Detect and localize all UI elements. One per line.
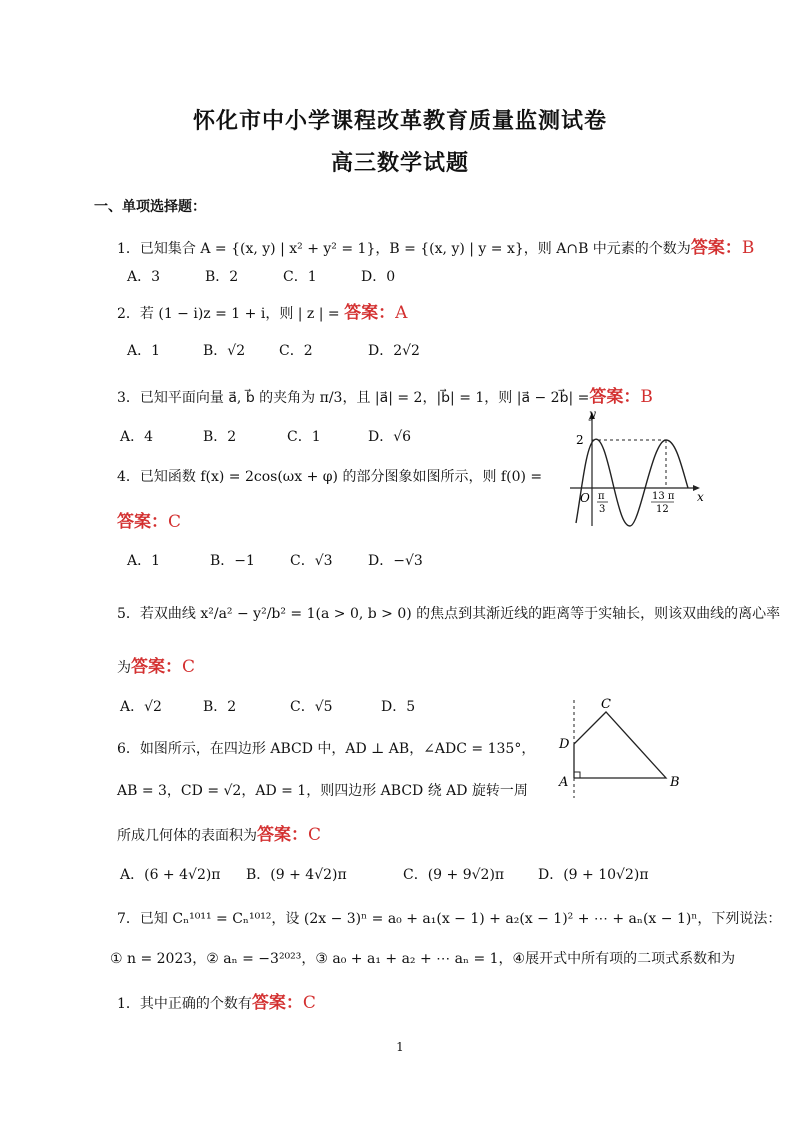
q1-option-b: B．2 bbox=[205, 269, 239, 285]
q4-option-a: A．1 bbox=[127, 553, 161, 569]
q2-option-d: D．2√2 bbox=[368, 343, 420, 359]
graph-y-label: y bbox=[589, 408, 596, 421]
answer-label: 答案： bbox=[344, 303, 396, 323]
question-7-stem-2: ① n = 2023，② aₙ = −3²⁰²³，③ a₀ + a₁ + a₂ + ⋯ aₙ = 1，④展开式中所有项的二项式系数和为 bbox=[110, 951, 736, 967]
q3-option-a: A．4 bbox=[120, 429, 154, 445]
q4-option-c: C．√3 bbox=[290, 553, 333, 569]
page-number: 1 bbox=[396, 1040, 404, 1054]
question-1-text: 1．已知集合 A = {(x, y) | x² + y² = 1}，B = {(x, y) | y = x}，则 A∩B 中元素的个数为 bbox=[117, 241, 691, 257]
graph-y-tick: 2 bbox=[576, 433, 584, 447]
q1-option-c: C．1 bbox=[283, 269, 317, 285]
q6-option-a: A．(6 + 4√2)π bbox=[120, 867, 221, 883]
question-6-stem-3: 所成几何体的表面积为 bbox=[117, 828, 257, 844]
section-label: 一、单项选择题： bbox=[94, 199, 206, 215]
question-1-answer: B bbox=[741, 238, 755, 258]
cosine-curve bbox=[576, 439, 688, 526]
question-6-answer-line bbox=[117, 820, 321, 845]
q5-option-a: A．√2 bbox=[120, 699, 162, 715]
answer-label: 答案： bbox=[131, 657, 182, 677]
question-7-stem-3: 1．其中正确的个数有 bbox=[117, 996, 252, 1012]
graph-x-label: x bbox=[697, 490, 704, 504]
q3-option-d: D．√6 bbox=[368, 429, 412, 445]
question-3-text: 3．已知平面向量 a⃗, b⃗ 的夹角为 π/3，且 |a⃗| = 2，|b⃗| = 1，则 |a⃗ − 2b⃗| = bbox=[117, 390, 590, 406]
question-5-answer-line bbox=[117, 652, 195, 677]
question-2-stem bbox=[117, 298, 407, 323]
question-2-text: 2．若 (1 − i)z = 1 + i，则 | z | = bbox=[117, 306, 340, 322]
graph-x-tick1-den: 3 bbox=[599, 504, 606, 515]
question-6-stem: 6．如图所示，在四边形 ABCD 中，AD ⊥ AB，∠ADC = 135°， bbox=[117, 741, 536, 757]
graph-x-tick2-num: 13 π bbox=[652, 491, 675, 502]
vertex-c: C bbox=[601, 697, 611, 712]
question-6-stem-2: AB = 3，CD = √2，AD = 1，则四边形 ABCD 绕 AD 旋转一周 bbox=[117, 783, 528, 799]
q5-option-b: B．2 bbox=[203, 699, 237, 715]
q6-option-d: D．(9 + 10√2)π bbox=[538, 867, 649, 883]
question-7-stem: 7．已知 Cₙ¹⁰¹¹ = Cₙ¹⁰¹²，设 (2x − 3)ⁿ = a₀ + a₁(x − 1) + a₂(x − 1)² + ⋯ + aₙ(x − 1)ⁿ，下列说法： bbox=[117, 911, 782, 927]
q4-option-b: B．−1 bbox=[210, 553, 255, 569]
function-graph bbox=[556, 408, 706, 530]
question-3-answer: B bbox=[640, 387, 653, 407]
graph-x-tick1-num: π bbox=[598, 491, 605, 502]
question-2-answer: A bbox=[395, 303, 408, 323]
question-6-answer: C bbox=[308, 825, 322, 845]
q3-option-c: C．1 bbox=[287, 429, 321, 445]
question-4-answer: C bbox=[168, 512, 182, 532]
q6-option-c: C．(9 + 9√2)π bbox=[403, 867, 505, 883]
q1-option-d: D．0 bbox=[361, 269, 396, 285]
graph-x-tick2-den: 12 bbox=[656, 504, 669, 515]
question-7-answer-line bbox=[117, 988, 316, 1013]
question-5-stem: 5．若双曲线 x²/a² − y²/b² = 1(a > 0, b > 0) 的焦点到其渐近线的距离等于实轴长，则该双曲线的离心率 bbox=[117, 606, 781, 622]
q5-option-d: D．5 bbox=[381, 699, 416, 715]
answer-label: 答案： bbox=[257, 825, 308, 845]
q5-option-c: C．√5 bbox=[290, 699, 333, 715]
vertex-a: A bbox=[559, 775, 569, 790]
q3-option-b: B．2 bbox=[203, 429, 237, 445]
q4-option-d: D．−√3 bbox=[368, 553, 423, 569]
vertex-b: B bbox=[670, 775, 680, 790]
question-5-answer: C bbox=[182, 657, 196, 677]
q1-option-a: A．3 bbox=[127, 269, 161, 285]
q2-option-a: A．1 bbox=[127, 343, 161, 359]
graph-origin-label: O bbox=[580, 491, 590, 505]
question-4-answer-line bbox=[117, 507, 181, 532]
answer-label: 答案： bbox=[589, 387, 641, 407]
answer-label: 答案： bbox=[117, 512, 168, 532]
question-4-stem: 4．已知函数 f(x) = 2cos(ωx + φ) 的部分图象如图所示，则 f(0) = bbox=[117, 469, 543, 485]
quadrilateral-figure bbox=[554, 696, 694, 800]
answer-label: 答案： bbox=[690, 238, 742, 258]
quadrilateral-abcd bbox=[574, 712, 666, 778]
question-7-answer: C bbox=[302, 993, 316, 1013]
page-subtitle: 高三数学试题 bbox=[330, 150, 469, 176]
q2-option-b: B．√2 bbox=[203, 343, 246, 359]
q6-option-b: B．(9 + 4√2)π bbox=[246, 867, 347, 883]
answer-label: 答案： bbox=[251, 993, 303, 1013]
question-1-stem bbox=[117, 233, 754, 258]
question-3-stem bbox=[117, 382, 653, 407]
q2-option-c: C．2 bbox=[279, 343, 313, 359]
question-5-stem-cont: 为 bbox=[117, 660, 131, 676]
page-title: 怀化市中小学课程改革教育质量监测试卷 bbox=[192, 108, 607, 134]
vertex-d: D bbox=[559, 737, 570, 752]
right-angle-mark bbox=[574, 772, 580, 778]
